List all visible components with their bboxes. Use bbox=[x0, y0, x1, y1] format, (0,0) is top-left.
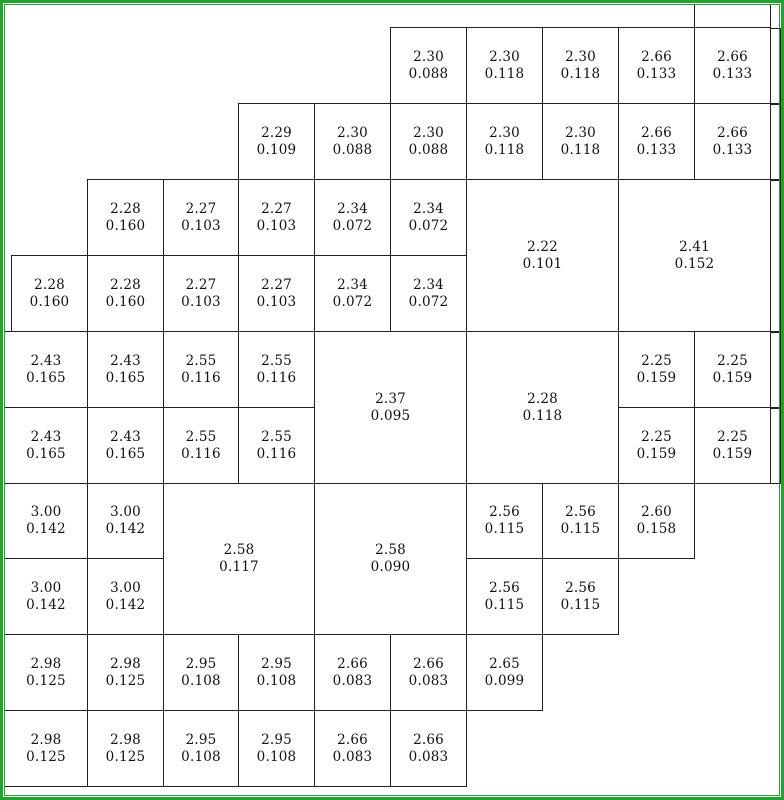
cell-error: 0.115 bbox=[484, 596, 525, 613]
cell-error: 0.152 bbox=[674, 255, 715, 272]
grid-cell bbox=[238, 255, 315, 332]
grid-cell bbox=[618, 331, 695, 408]
grid-cell bbox=[390, 255, 467, 332]
merged-grid-cell bbox=[466, 331, 619, 484]
cell-value: 2.66 bbox=[641, 48, 672, 65]
cell-error: 0.115 bbox=[484, 521, 525, 537]
cell-error: 0.165 bbox=[105, 369, 146, 386]
cell-value: 2.55 bbox=[185, 352, 217, 369]
cell-value: 2.66 bbox=[413, 731, 444, 748]
grid-cell bbox=[163, 179, 239, 256]
grid-cell bbox=[163, 255, 239, 332]
cell-error: 0.133 bbox=[636, 65, 677, 82]
cell-error: 0.118 bbox=[560, 65, 601, 82]
cell-value: 2.37 bbox=[375, 390, 406, 407]
cell-value: 2.34 bbox=[337, 276, 368, 293]
grid-cell bbox=[390, 634, 467, 711]
grid-cell bbox=[5, 407, 88, 484]
edge-cell bbox=[770, 104, 781, 180]
cell-value: 2.66 bbox=[641, 124, 672, 141]
grid-cell bbox=[542, 103, 619, 180]
cell-value: 3.00 bbox=[110, 579, 141, 596]
grid-cell bbox=[87, 634, 164, 711]
cell-value: 2.56 bbox=[565, 579, 596, 596]
cell-error: 0.103 bbox=[256, 293, 297, 310]
grid-cell bbox=[390, 179, 467, 256]
cell-error: 0.108 bbox=[256, 672, 297, 689]
grid-cell bbox=[466, 483, 543, 559]
merged-grid-cell bbox=[618, 179, 771, 332]
grid-cell bbox=[238, 331, 315, 408]
cell-error: 0.083 bbox=[408, 672, 449, 689]
cell-error: 0.108 bbox=[181, 672, 221, 689]
cell-error: 0.103 bbox=[181, 217, 221, 234]
cell-error: 0.125 bbox=[105, 672, 146, 689]
cell-error: 0.133 bbox=[712, 65, 753, 82]
grid-cell bbox=[618, 407, 695, 484]
cell-error: 0.099 bbox=[484, 672, 525, 689]
cell-value: 2.56 bbox=[565, 504, 596, 520]
grid-cell bbox=[466, 634, 543, 711]
cell-value: 2.98 bbox=[110, 731, 141, 748]
cell-value: 2.95 bbox=[261, 731, 292, 748]
cell-value: 2.56 bbox=[489, 579, 520, 596]
cell-value: 2.43 bbox=[30, 352, 62, 369]
cell-value: 2.65 bbox=[489, 655, 520, 672]
grid-cell bbox=[694, 27, 771, 104]
grid-cell bbox=[314, 255, 391, 332]
cell-value: 2.41 bbox=[679, 238, 710, 255]
cell-error: 0.088 bbox=[408, 141, 449, 158]
cell-value: 2.25 bbox=[717, 352, 748, 369]
grid-cell bbox=[5, 634, 88, 711]
cell-error: 0.160 bbox=[105, 217, 146, 234]
grid-cell bbox=[466, 558, 543, 635]
cell-value: 2.55 bbox=[261, 428, 292, 445]
cell-value: 2.22 bbox=[527, 238, 558, 255]
cell-error: 0.142 bbox=[26, 521, 66, 537]
cell-error: 0.165 bbox=[26, 445, 66, 462]
cell-error: 0.083 bbox=[332, 748, 373, 765]
cell-value: 3.00 bbox=[30, 504, 62, 520]
cell-error: 0.116 bbox=[181, 369, 221, 386]
grid-cell bbox=[163, 407, 239, 484]
cell-error: 0.117 bbox=[219, 559, 259, 575]
cell-error: 0.083 bbox=[332, 672, 373, 689]
grid-cell bbox=[314, 103, 391, 180]
grid-cell bbox=[542, 27, 619, 104]
grid-cell bbox=[466, 103, 543, 180]
cell-value: 2.30 bbox=[489, 48, 520, 65]
cell-error: 0.160 bbox=[105, 293, 146, 310]
grid-cell bbox=[466, 27, 543, 104]
cell-error: 0.165 bbox=[105, 445, 146, 462]
grid-cell bbox=[87, 179, 164, 256]
cell-value: 2.30 bbox=[565, 124, 596, 141]
cell-value: 2.30 bbox=[413, 124, 444, 141]
grid-cell bbox=[542, 558, 619, 635]
cell-value: 2.60 bbox=[641, 504, 672, 520]
cell-value: 2.43 bbox=[110, 352, 141, 369]
edge-cell bbox=[770, 332, 781, 408]
grid-cell bbox=[87, 710, 164, 787]
cell-error: 0.118 bbox=[560, 141, 601, 158]
cell-value: 2.30 bbox=[489, 124, 520, 141]
cell-error: 0.101 bbox=[522, 255, 563, 272]
cell-value: 2.95 bbox=[185, 655, 217, 672]
grid-cell bbox=[314, 634, 391, 711]
cell-error: 0.165 bbox=[26, 369, 66, 386]
cell-value: 2.66 bbox=[337, 731, 368, 748]
grid-cell bbox=[238, 407, 315, 484]
cell-error: 0.072 bbox=[408, 293, 449, 310]
cell-value: 2.58 bbox=[375, 542, 406, 558]
cell-value: 2.30 bbox=[337, 124, 368, 141]
edge-cell bbox=[770, 408, 781, 484]
grid-cell bbox=[314, 710, 391, 787]
cell-error: 0.103 bbox=[256, 217, 297, 234]
cell-value: 2.98 bbox=[30, 731, 62, 748]
cell-error: 0.116 bbox=[256, 445, 297, 462]
cell-error: 0.115 bbox=[560, 521, 601, 537]
grid-cell bbox=[618, 27, 695, 104]
cell-error: 0.133 bbox=[636, 141, 677, 158]
cell-error: 0.088 bbox=[332, 141, 373, 158]
grid-cell bbox=[390, 103, 467, 180]
cell-error: 0.159 bbox=[636, 369, 677, 386]
cell-error: 0.118 bbox=[522, 407, 563, 424]
cell-value: 2.27 bbox=[261, 276, 292, 293]
cell-value: 2.28 bbox=[527, 390, 558, 407]
grid-cell bbox=[87, 407, 164, 484]
cell-value: 2.66 bbox=[717, 124, 748, 141]
merged-grid-cell bbox=[163, 483, 315, 635]
grid-cell bbox=[87, 331, 164, 408]
grid-cell bbox=[163, 634, 239, 711]
cell-error: 0.125 bbox=[26, 748, 66, 765]
cell-error: 0.158 bbox=[636, 521, 677, 537]
cell-error: 0.133 bbox=[712, 141, 753, 158]
grid-cell bbox=[163, 331, 239, 408]
grid-cell bbox=[390, 710, 467, 787]
cell-value: 2.66 bbox=[717, 48, 748, 65]
grid-cell bbox=[163, 710, 239, 787]
grid-cell bbox=[694, 407, 771, 484]
grid-cell bbox=[238, 710, 315, 787]
cell-value: 2.66 bbox=[413, 655, 444, 672]
cell-error: 0.125 bbox=[105, 748, 146, 765]
cell-error: 0.159 bbox=[712, 369, 753, 386]
cell-error: 0.072 bbox=[332, 217, 373, 234]
cell-error: 0.118 bbox=[484, 141, 525, 158]
cell-error: 0.083 bbox=[408, 748, 449, 765]
grid-cell bbox=[5, 558, 88, 635]
cell-error: 0.108 bbox=[181, 748, 221, 765]
cell-value: 2.27 bbox=[185, 200, 217, 217]
grid-cell bbox=[618, 483, 695, 559]
cell-error: 0.125 bbox=[26, 672, 66, 689]
cell-error: 0.116 bbox=[256, 369, 297, 386]
grid-cell bbox=[238, 634, 315, 711]
grid-cell bbox=[542, 483, 619, 559]
edge-cell bbox=[770, 180, 781, 332]
cell-value: 2.95 bbox=[185, 731, 217, 748]
grid-cell bbox=[238, 179, 315, 256]
cell-error: 0.072 bbox=[408, 217, 449, 234]
cell-value: 2.43 bbox=[30, 428, 62, 445]
grid-cell bbox=[238, 103, 315, 180]
cell-error: 0.088 bbox=[408, 65, 449, 82]
cell-error: 0.142 bbox=[105, 521, 146, 537]
cell-error: 0.103 bbox=[181, 293, 221, 310]
cell-error: 0.118 bbox=[484, 65, 525, 82]
cell-error: 0.142 bbox=[26, 596, 66, 613]
cell-value: 2.28 bbox=[110, 200, 141, 217]
cell-error: 0.159 bbox=[636, 445, 677, 462]
cell-value: 2.28 bbox=[34, 276, 65, 293]
cell-error: 0.116 bbox=[181, 445, 221, 462]
cell-value: 2.34 bbox=[413, 200, 444, 217]
cell-value: 2.27 bbox=[185, 276, 217, 293]
cell-error: 0.115 bbox=[560, 596, 601, 613]
cell-value: 2.56 bbox=[489, 504, 520, 520]
grid-cell bbox=[694, 331, 771, 408]
cell-value: 2.98 bbox=[110, 655, 141, 672]
cell-error: 0.160 bbox=[29, 293, 70, 310]
edge-cell bbox=[694, 4, 771, 28]
cell-error: 0.159 bbox=[712, 445, 753, 462]
cell-error: 0.142 bbox=[105, 596, 146, 613]
cell-value: 2.34 bbox=[413, 276, 444, 293]
cell-value: 2.43 bbox=[110, 428, 141, 445]
cell-value: 2.66 bbox=[337, 655, 368, 672]
cell-value: 2.55 bbox=[185, 428, 217, 445]
grid-cell bbox=[5, 331, 88, 408]
cell-value: 2.25 bbox=[641, 352, 672, 369]
grid-cell bbox=[87, 255, 164, 332]
cell-value: 2.25 bbox=[641, 428, 672, 445]
cell-value: 2.58 bbox=[223, 542, 255, 558]
grid-cell bbox=[694, 103, 771, 180]
grid-cell bbox=[11, 255, 88, 332]
cell-value: 3.00 bbox=[110, 504, 141, 520]
edge-cell bbox=[770, 28, 781, 104]
grid-cell bbox=[87, 483, 164, 559]
cell-value: 2.25 bbox=[717, 428, 748, 445]
cell-error: 0.108 bbox=[256, 748, 297, 765]
cell-error: 0.109 bbox=[256, 141, 297, 158]
grid-cell bbox=[5, 483, 88, 559]
grid-cell bbox=[314, 179, 391, 256]
merged-grid-cell bbox=[314, 483, 467, 635]
cell-value: 2.28 bbox=[110, 276, 141, 293]
cell-value: 2.29 bbox=[261, 124, 292, 141]
cell-value: 2.34 bbox=[337, 200, 368, 217]
grid-cell bbox=[390, 27, 467, 104]
cell-error: 0.095 bbox=[370, 407, 411, 424]
grid-cell bbox=[5, 710, 88, 787]
cell-value: 2.27 bbox=[261, 200, 292, 217]
grid-cell bbox=[87, 558, 164, 635]
cell-value: 2.30 bbox=[413, 48, 444, 65]
cell-error: 0.090 bbox=[370, 559, 411, 575]
cell-value: 2.98 bbox=[30, 655, 62, 672]
cell-value: 2.55 bbox=[261, 352, 292, 369]
cell-value: 2.30 bbox=[565, 48, 596, 65]
cell-value: 3.00 bbox=[30, 579, 62, 596]
merged-grid-cell bbox=[466, 179, 619, 332]
cell-value: 2.95 bbox=[261, 655, 292, 672]
merged-grid-cell bbox=[314, 331, 467, 484]
grid-cell bbox=[618, 103, 695, 180]
cell-error: 0.072 bbox=[332, 293, 373, 310]
